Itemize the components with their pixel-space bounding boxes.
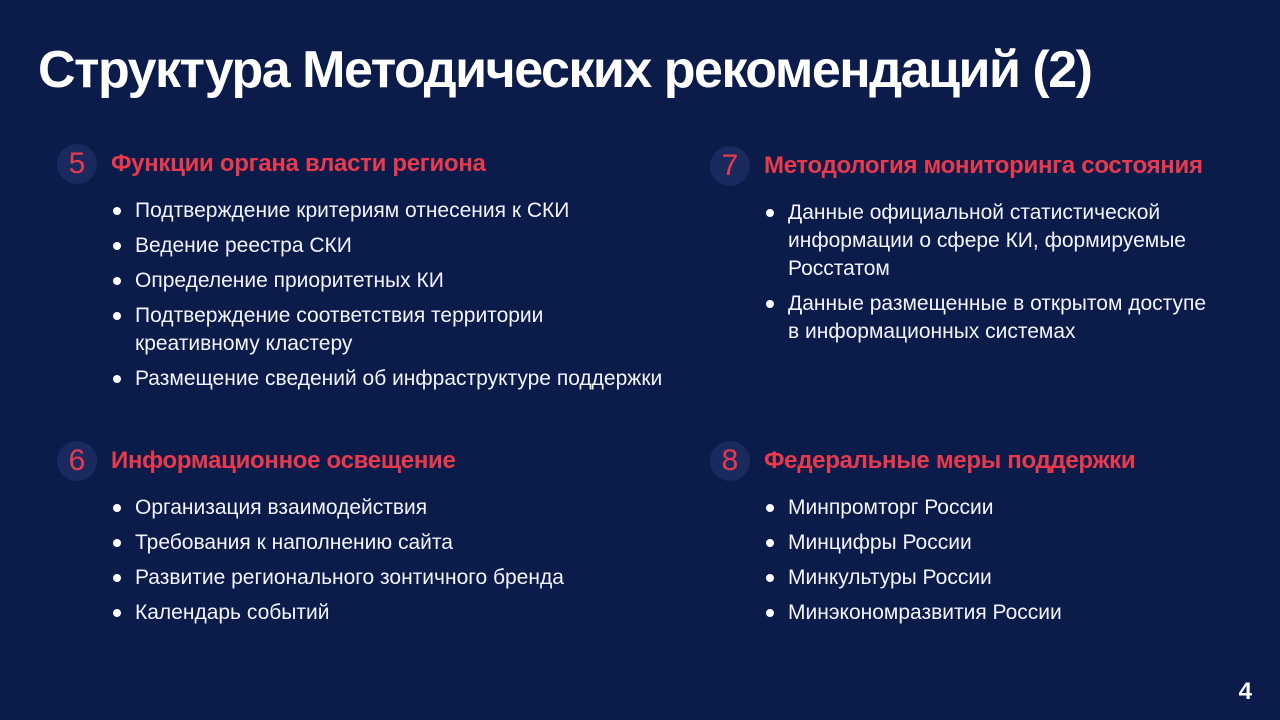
section-title: Функции органа власти региона [111,150,486,177]
list-item: Минпромторг России [788,494,1270,522]
list-item: Размещение сведений об инфраструктуре поддержки [135,365,717,393]
section-number-badge: 5 [57,144,97,184]
page-number: 4 [1238,678,1252,705]
slide-title: Структура Методических рекомендаций (2) [38,41,1092,99]
list-item: Ведение реестра СКИ [135,232,717,260]
list-item: Календарь событий [135,599,717,627]
bullet-list [57,197,717,393]
list-item: Определение приоритетных КИ [135,267,717,295]
list-item: Минэкономразвития России [788,599,1270,627]
list-item: Развитие регионального зонтичного бренда [135,564,717,592]
section-number-badge: 6 [57,441,97,481]
section-information-coverage [57,441,717,634]
section-number-badge: 8 [710,441,750,481]
section-header [57,144,717,188]
list-item: Подтверждение критериям отнесения к СКИ [135,197,717,225]
list-item: Требования к наполнению сайта [135,529,717,557]
list-item: Данные официальной статистической информации о сфере КИ, формируемые Росстатом [788,199,1208,283]
bullet-list [710,494,1270,627]
section-header [710,146,1270,190]
list-item: Минкультуры России [788,564,1270,592]
list-item: Данные размещенные в открытом доступе в информационных системах [788,290,1208,346]
list-item: Минцифры России [788,529,1270,557]
section-title: Информационное освещение [111,447,456,474]
list-item: Организация взаимодействия [135,494,717,522]
section-title: Федеральные меры поддержки [764,447,1136,474]
section-number-badge: 7 [710,146,750,186]
section-title: Методология мониторинга состояния [764,152,1203,179]
section-header [710,441,1270,485]
section-region-authority-functions [57,144,717,400]
bullet-list [57,494,717,627]
section-header [57,441,717,485]
section-monitoring-methodology [710,146,1270,353]
list-item: Подтверждение соответствия территории креативному кластеру [135,302,605,358]
section-federal-support-measures [710,441,1270,634]
bullet-list [710,199,1270,346]
